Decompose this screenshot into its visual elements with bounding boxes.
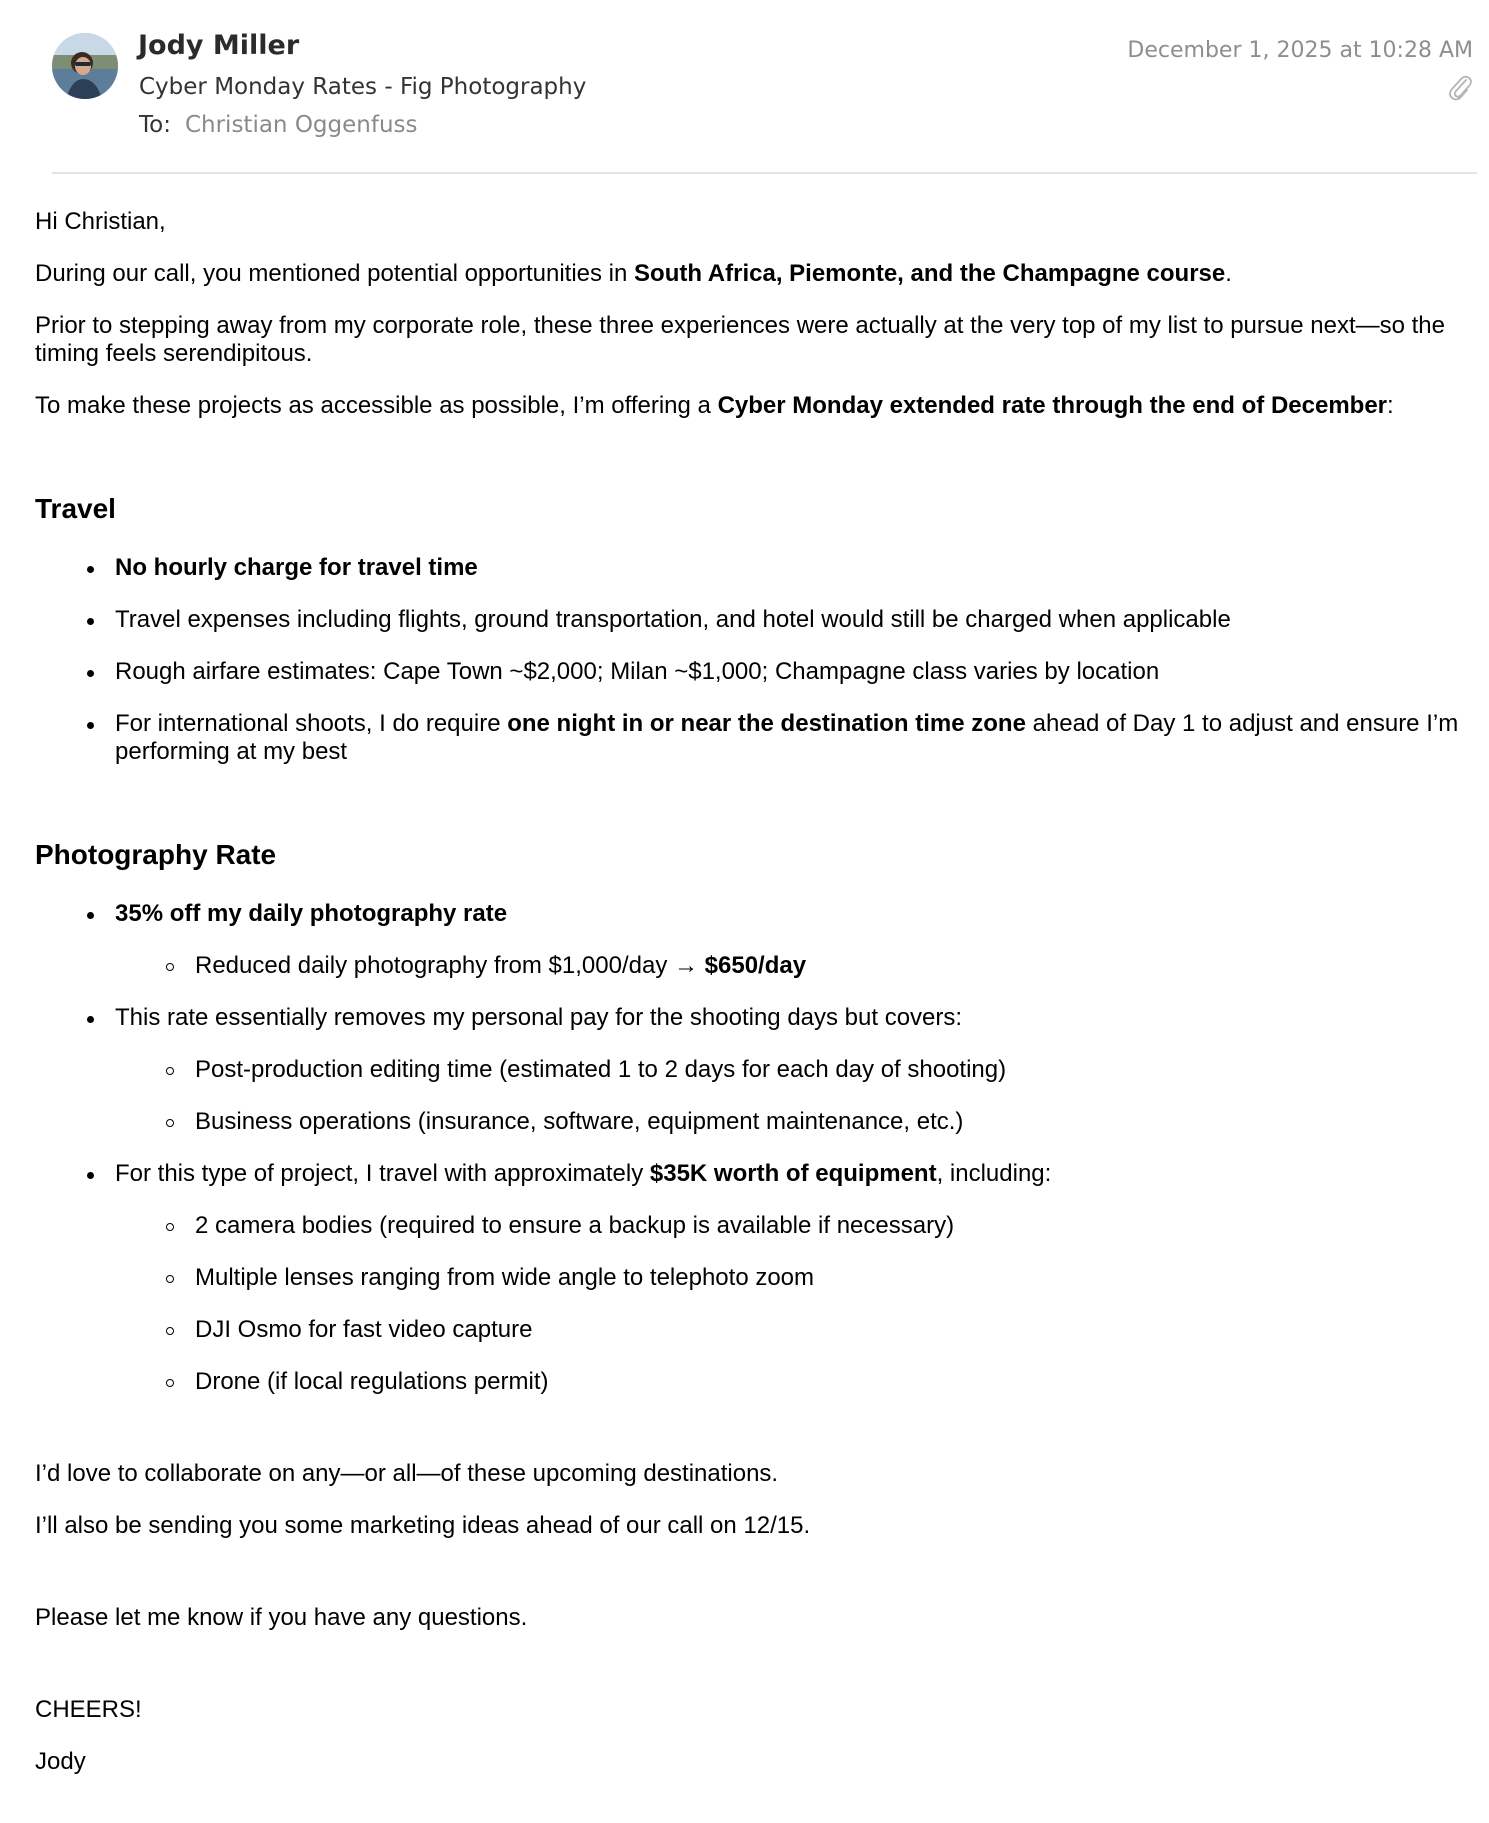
sub-list-item: Post-production editing time (estimated 1 to 2 days for each day of shooting): [115, 1056, 1460, 1084]
email-header: [0, 0, 1489, 175]
sub-list-item: DJI Osmo for fast video capture: [115, 1316, 1460, 1344]
rate-heading: Photography Rate: [35, 839, 277, 870]
list-item: This rate essentially removes my personal pay for the shooting days but covers: Post-production editing time (estimated 1 to 2 days for each day of shooting) Business operations (insurance, software, equipment maintenance, etc.): [35, 1004, 1460, 1136]
recipient-row: [139, 112, 418, 138]
closing-collaborate: I’d love to collaborate on any—or all—of these upcoming destinations.: [35, 1460, 779, 1487]
email-date: December 1, 2025 at 10:28 AM: [1127, 38, 1473, 63]
closing-marketing: I’ll also be sending you some marketing ideas ahead of our call on 12/15.: [35, 1512, 811, 1539]
email-body: [35, 208, 1460, 1800]
to-label: To:: [139, 112, 171, 138]
list-item: 35% off my daily photography rate Reduced daily photography from $1,000/day → $650/day: [35, 900, 1460, 980]
sub-list-item: Reduced daily photography from $1,000/day → $650/day: [115, 952, 1460, 980]
sub-list: [115, 1212, 1460, 1396]
paragraph-call: During our call, you mentioned potential opportunities in South Africa, Piemonte, and the Champagne course.: [35, 260, 1232, 287]
paragraph-corporate: Prior to stepping away from my corporate role, these three experiences were actually at the very top of my list to pursue next—so the timing feels serendipitous.: [35, 312, 1445, 367]
sub-list-item: 2 camera bodies (required to ensure a backup is available if necessary): [115, 1212, 1460, 1240]
sub-list-item: Drone (if local regulations permit): [115, 1368, 1460, 1396]
closing-questions: Please let me know if you have any questions.: [35, 1604, 528, 1631]
paperclip-icon[interactable]: [1447, 72, 1473, 102]
recipient-name[interactable]: Christian Oggenfuss: [184, 112, 418, 138]
greeting: Hi Christian,: [35, 208, 166, 235]
sub-list-item: Business operations (insurance, software, equipment maintenance, etc.): [115, 1108, 1460, 1136]
list-item: No hourly charge for travel time: [35, 554, 1460, 582]
list-item: Rough airfare estimates: Cape Town ~$2,000; Milan ~$1,000; Champagne class varies by location: [35, 658, 1460, 686]
signoff: CHEERS!: [35, 1696, 142, 1723]
travel-list: [35, 554, 1460, 766]
sender-avatar[interactable]: [52, 33, 118, 99]
sub-list-item: Multiple lenses ranging from wide angle to telephoto zoom: [115, 1264, 1460, 1292]
avatar-photo-icon: [52, 33, 118, 99]
travel-heading: Travel: [35, 493, 116, 524]
list-item: For international shoots, I do require one night in or near the destination time zone ahead of Day 1 to adjust and ensure I’m performing at my best: [35, 710, 1460, 766]
header-divider: [52, 172, 1477, 174]
list-item: For this type of project, I travel with approximately $35K worth of equipment, including: 2 camera bodies (required to ensure a backup is available if necessary) Multiple lenses ranging from wide angle to telephoto zoom DJI Osmo for fast video capture Drone (if local regulations permit): [35, 1160, 1460, 1396]
sub-list: [115, 952, 1460, 980]
rate-list: [35, 900, 1460, 1396]
sub-list: [115, 1056, 1460, 1136]
sender-name[interactable]: Jody Miller: [138, 30, 300, 61]
list-item: Travel expenses including flights, ground transportation, and hotel would still be charged when applicable: [35, 606, 1460, 634]
email-subject: Cyber Monday Rates - Fig Photography: [139, 74, 587, 100]
signature: Jody: [35, 1748, 86, 1775]
paragraph-offer: To make these projects as accessible as possible, I’m offering a Cyber Monday extended rate through the end of December:: [35, 392, 1394, 419]
